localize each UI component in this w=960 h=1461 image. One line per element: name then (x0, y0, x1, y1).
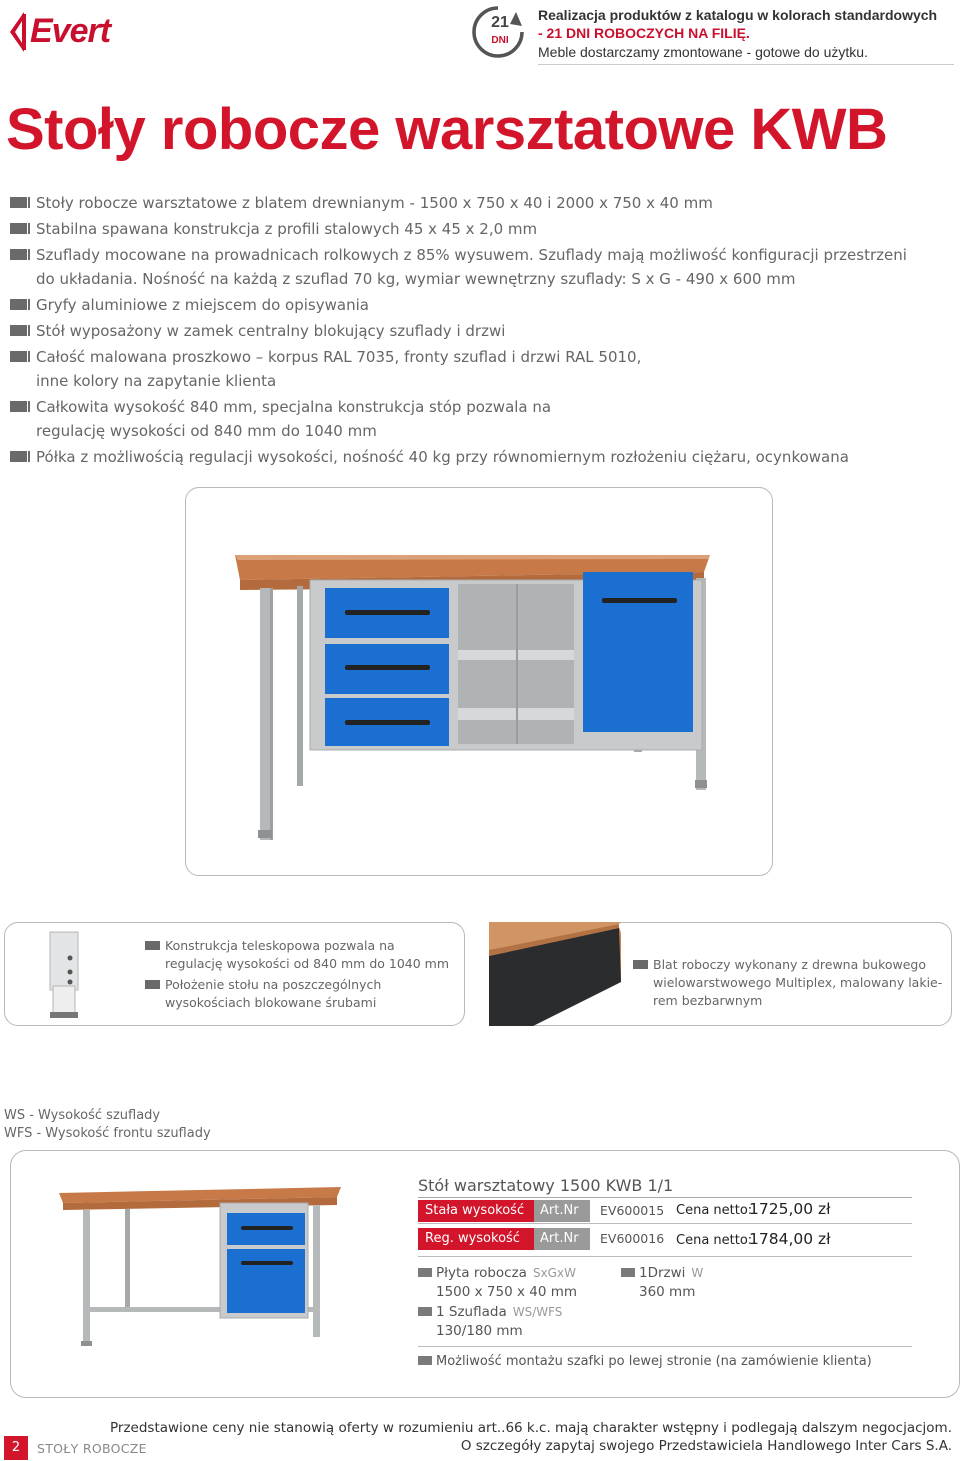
bullet-icon (10, 197, 30, 208)
bullet-icon (10, 351, 30, 362)
price-row-separator (418, 1223, 912, 1224)
art-nr-label: Art.Nr (534, 1200, 590, 1222)
footer-contact-note: O szczegóły zapytaj swojego Przedstawiciela Handlowego Inter Cars S.A. (460, 1438, 952, 1454)
product-title-rule (418, 1197, 912, 1198)
bullet-icon (10, 223, 30, 234)
spec-worktop (418, 1264, 577, 1302)
spec-label: 1Drzwi (639, 1265, 686, 1281)
feature-text: Stoły robocze warsztatowe z blatem drewnianym - 1500 x 750 x 40 i 2000 x 750 x 40 mm (36, 194, 713, 212)
worktop-corner-photo (489, 922, 621, 1026)
header-info-line-1: Realizacja produktów z katalogu w kolorach standardowych (538, 7, 938, 23)
legend-wfs: WFS - Wysokość frontu szuflady (4, 1126, 211, 1141)
feature-item (10, 293, 950, 317)
spec-separator (418, 1346, 912, 1347)
bullet-icon (10, 299, 30, 310)
spec-label: Płyta robocza (436, 1265, 527, 1281)
footer-disclaimer: Przedstawione ceny nie stanowią oferty w rozumieniu art..66 k.c. mają charakter wstępny i podlegają dalszym negocjacjom. (110, 1420, 952, 1436)
feature-item (10, 445, 950, 469)
spec-unit: SxGxW (532, 1266, 576, 1280)
feature-item (10, 217, 950, 241)
spec-label: 1 Szuflada (436, 1304, 507, 1320)
bullet-icon (621, 1268, 635, 1277)
spec-drawer (418, 1303, 562, 1341)
worktop-feature-text: Blat roboczy wykonany z drewna bukowego wielowarstwowego Multiplex, malowany lakie-rem bezbarwnym (653, 957, 943, 1008)
mounting-note-text: Możliwość montażu szafki po lewej stronie (na zamówienie klienta) (436, 1354, 872, 1369)
article-code: EV600016 (600, 1231, 665, 1246)
feature-item (10, 395, 570, 443)
article-code: EV600015 (600, 1203, 665, 1218)
bullet-icon (10, 325, 30, 336)
bullet-icon (418, 1356, 432, 1365)
feature-text: Gryfy aluminiowe z miejscem do opisywania (36, 296, 369, 314)
feature-item (10, 243, 910, 291)
spec-value: 1500 x 750 x 40 mm (436, 1284, 578, 1300)
bullet-icon (10, 401, 30, 412)
header-info-line-2: - 21 DNI ROBOCZYCH NA FILIĘ. (538, 25, 750, 41)
spec-door (621, 1264, 703, 1302)
price-value: 1725,00 zł (749, 1200, 831, 1218)
legend-ws: WS - Wysokość szuflady (4, 1108, 161, 1123)
feature-text: Szuflady mocowane na prowadnicach rolkowych z 85% wysuwem. Szuflady mają możliwość konfiguracji przestrzeni do układania. Nośność na każdą z szuflad 70 kg, wymiar wewnętrzny szuflady: S x G - 490 x 600 mm (36, 246, 907, 288)
bullet-icon (10, 249, 30, 260)
bullet-icon (418, 1307, 432, 1316)
bullet-icon (145, 941, 160, 950)
spec-unit: WS/WFS (512, 1305, 563, 1319)
leg-features (145, 937, 455, 1012)
leg-feature-text: Konstrukcja teleskopowa pozwala na regulację wysokości od 840 mm do 1040 mm (165, 938, 450, 971)
bullet-icon (418, 1268, 432, 1277)
page-number: 2 (4, 1436, 28, 1460)
header-divider (538, 64, 954, 65)
feature-text: Stół wyposażony w zamek centralny blokujący szuflady i drzwi (36, 322, 506, 340)
calendar-days-icon (470, 4, 526, 60)
feature-text: Całkowita wysokość 840 mm, specjalna konstrukcja stóp pozwala na regulację wysokości od 840 mm do 1040 mm (36, 398, 552, 440)
worktop-feature-item (633, 956, 943, 1010)
feature-item (10, 191, 950, 215)
leg-feature-item (145, 976, 455, 1012)
product-title: Stół warsztatowy 1500 KWB 1/1 (418, 1176, 674, 1195)
bullet-icon (633, 960, 648, 969)
feature-text: Półka z możliwością regulacji wysokości, nośność 40 kg przy równomiernym rozłożeniu ciężaru, ocynkowana (36, 448, 849, 466)
workbench-product-illustration (55, 1183, 350, 1348)
bullet-icon (145, 980, 160, 989)
abbreviation-legend (4, 1107, 211, 1143)
fixed-height-label: Stała wysokość (418, 1200, 536, 1222)
leg-feature-item (145, 937, 455, 973)
worktop-features (633, 956, 943, 1010)
badge-days-number: 21 (491, 14, 509, 31)
price-row-separator (418, 1256, 912, 1257)
logo-text: Evert (30, 12, 111, 50)
feature-text: Całość malowana proszkowo – korpus RAL 7035, fronty szuflad i drzwi RAL 5010, inne kolory na zapytanie klienta (36, 348, 642, 390)
spec-value: 130/180 mm (436, 1323, 523, 1339)
header-info-line-3: Meble dostarczamy zmontowane - gotowe do użytku. (538, 44, 868, 60)
page-title: Stoły robocze warsztatowe KWB (6, 97, 888, 162)
art-nr-label: Art.Nr (534, 1228, 590, 1250)
badge-days-unit: DNI (491, 35, 509, 46)
section-name: STOŁY ROBOCZE (37, 1441, 147, 1456)
telescopic-leg-illustration (44, 926, 84, 1022)
adjustable-height-label: Reg. wysokość (418, 1228, 536, 1250)
feature-text: Stabilna spawana konstrukcja z profili stalowych 45 x 45 x 2,0 mm (36, 220, 538, 238)
spec-unit: W (691, 1266, 704, 1280)
price-label: Cena netto: (676, 1233, 753, 1248)
feature-item (10, 319, 950, 343)
mounting-note (418, 1352, 872, 1371)
leg-feature-text: Położenie stołu na poszczególnych wysokościach blokowane śrubami (165, 977, 382, 1010)
spec-value: 360 mm (639, 1284, 696, 1300)
price-label: Cena netto: (676, 1203, 753, 1218)
workbench-main-illustration (230, 540, 720, 845)
price-value: 1784,00 zł (749, 1230, 831, 1248)
feature-item (10, 345, 670, 393)
feature-list (10, 191, 950, 469)
bullet-icon (10, 451, 30, 462)
